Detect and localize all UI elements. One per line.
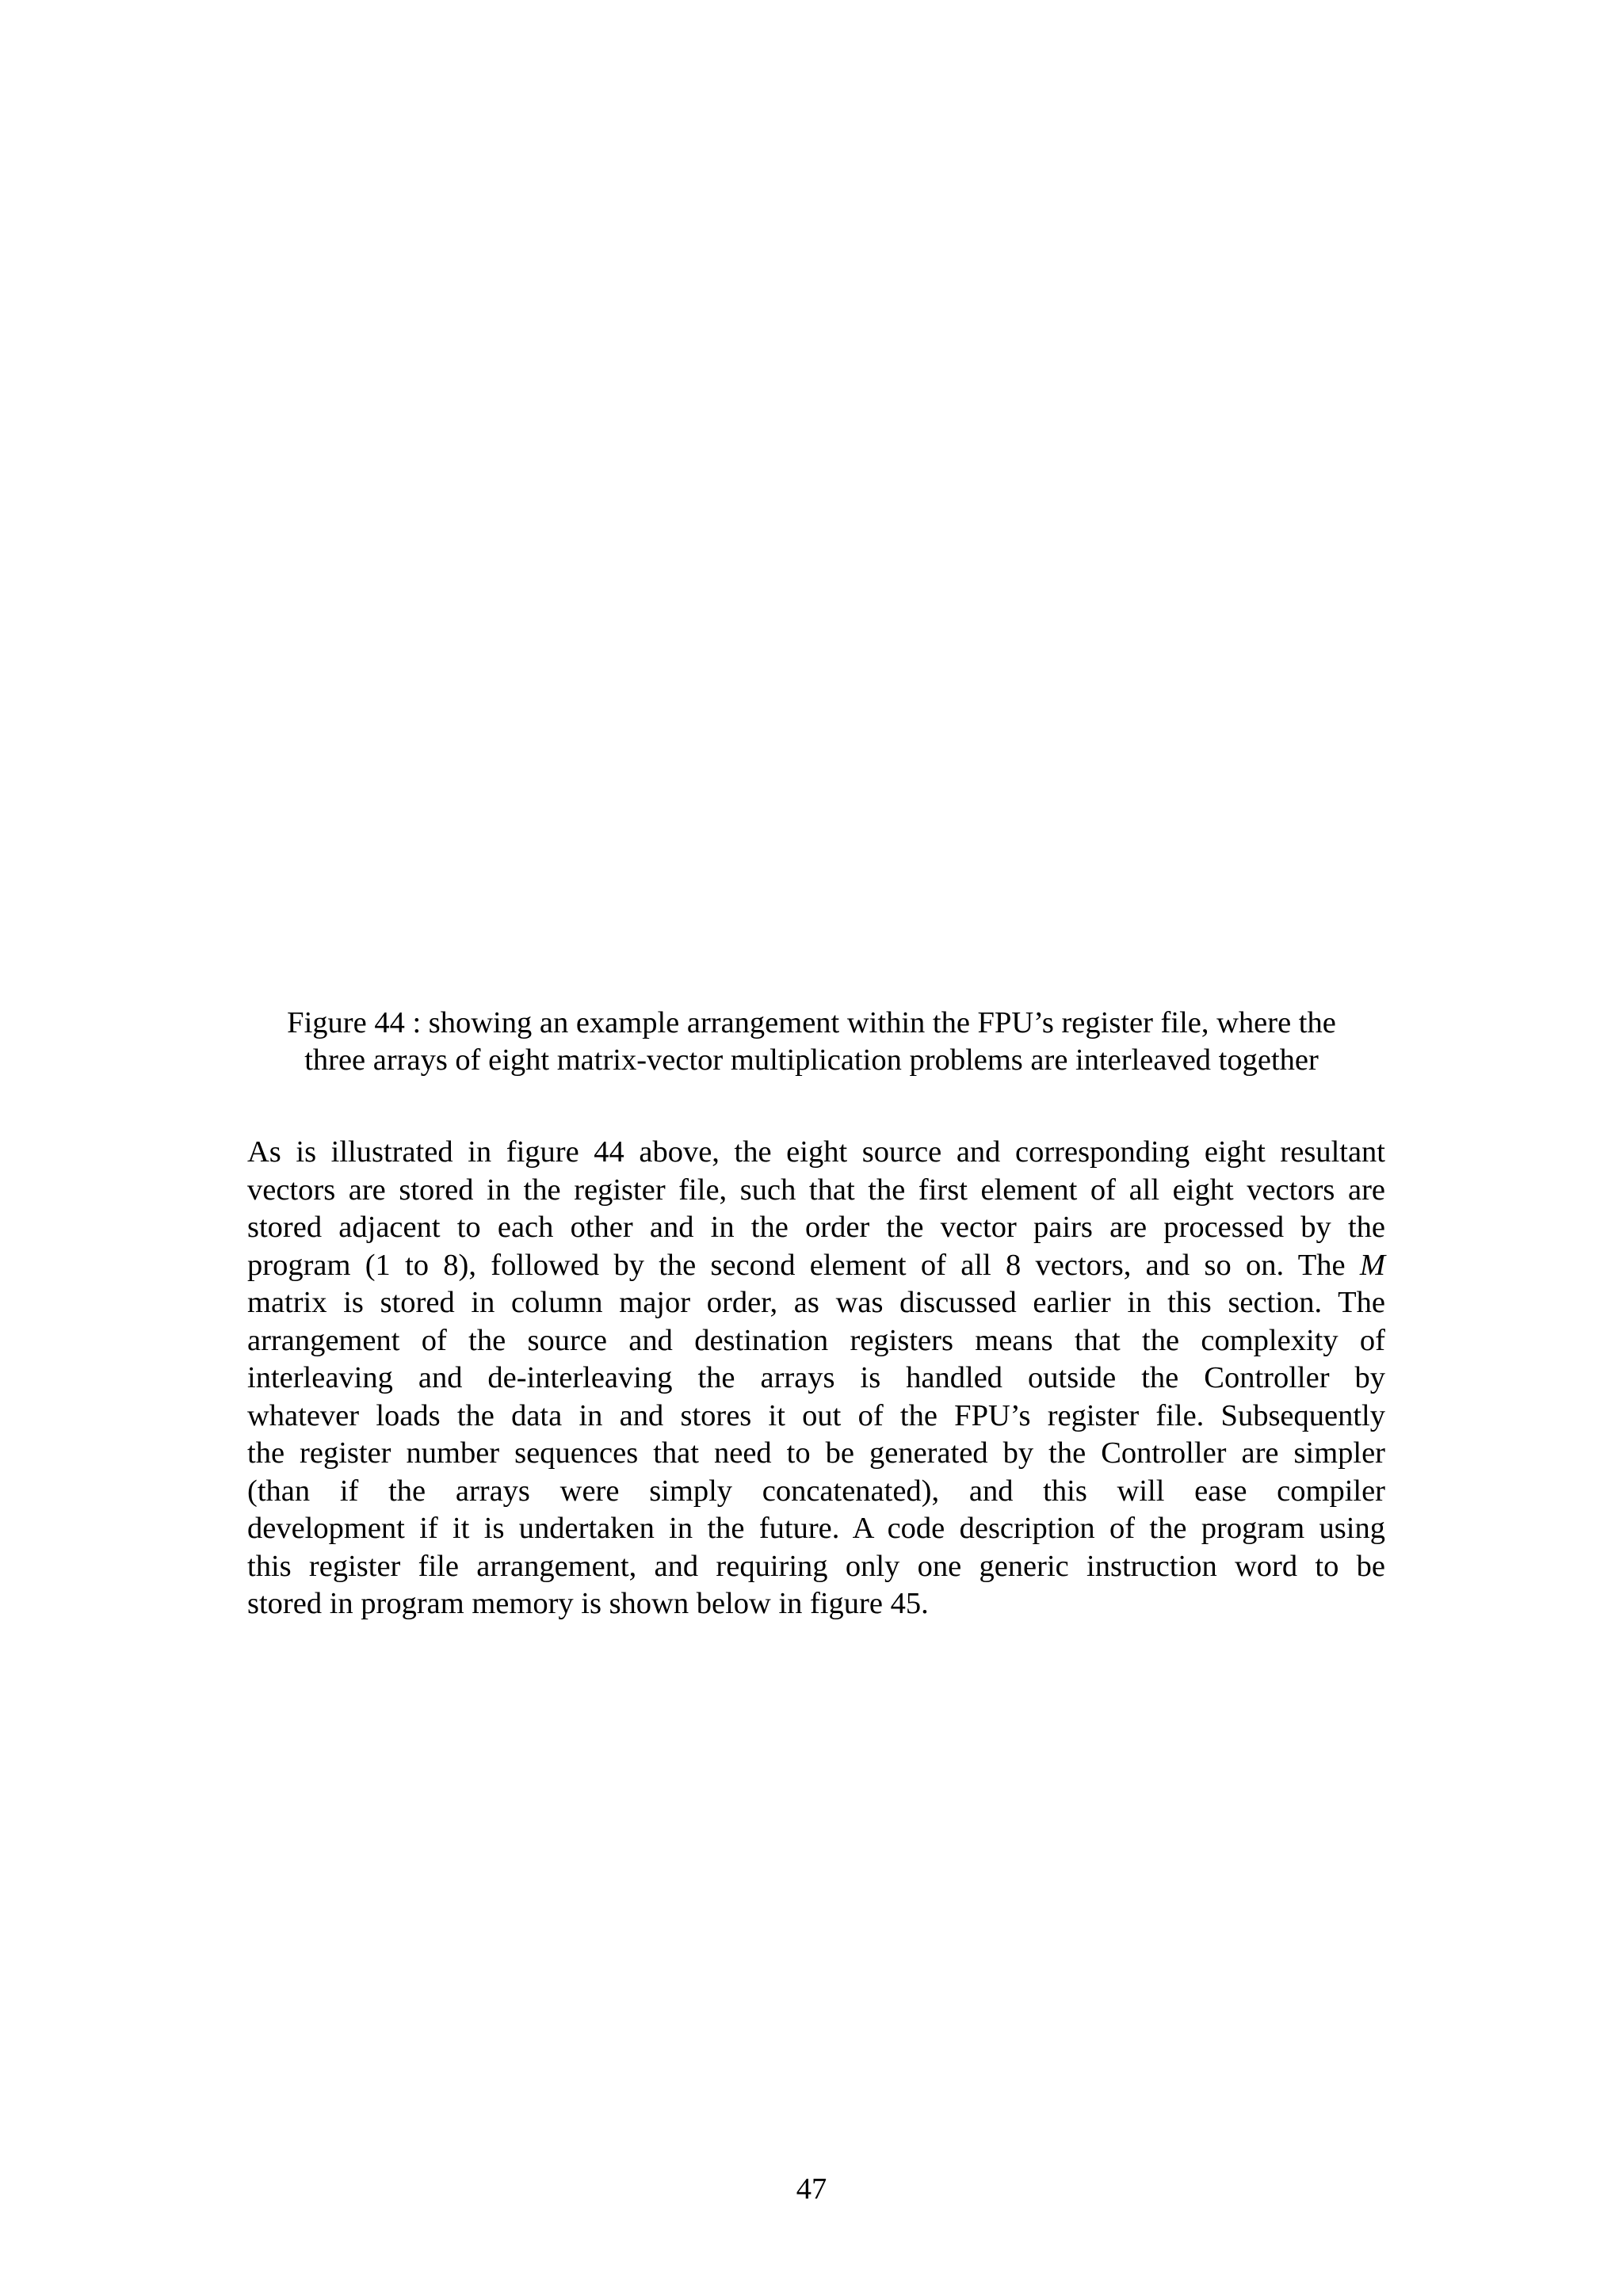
paragraph-line: As is illustrated in figure 44 above, the eight source and corresponding eight resultant: [247, 1135, 1385, 1169]
paragraph-line: development if it is undertaken in the future. A code description of the program using: [247, 1512, 1385, 1545]
paragraph-line: interleaving and de-interleaving the arrays is handled outside the Controller by: [247, 1361, 1385, 1394]
figure-caption: [238, 1005, 1385, 1079]
page-number: 47: [796, 2172, 827, 2206]
paragraph-line: vectors are stored in the register file, such that the first element of all eight vectors are: [247, 1173, 1385, 1207]
paragraph-line: this register file arrangement, and requiring only one generic instruction word to be: [247, 1549, 1385, 1583]
matrix-symbol: M: [1359, 1248, 1385, 1282]
caption-line: Figure 44 : showing an example arrangement within the FPU’s register file, where the: [287, 1006, 1336, 1039]
paragraph-line: stored in program memory is shown below in figure 45.: [247, 1587, 929, 1620]
paragraph-line: matrix is stored in column major order, as was discussed earlier in this section. The: [247, 1286, 1385, 1319]
caption-line: three arrays of eight matrix-vector multiplication problems are interleaved together: [304, 1043, 1319, 1077]
paragraph-line: (than if the arrays were simply concatenated), and this will ease compiler: [247, 1474, 1385, 1508]
body-paragraph: [247, 1134, 1385, 1623]
paragraph-line: arrangement of the source and destination registers means that the complexity of: [247, 1323, 1385, 1357]
paragraph-line-text: program (1 to 8), followed by the second element of all 8 vectors, and so on. The: [247, 1248, 1360, 1282]
paragraph-line: stored adjacent to each other and in the order the vector pairs are processed by the: [247, 1211, 1385, 1244]
paragraph-line: the register number sequences that need to be generated by the Controller are simpler: [247, 1436, 1385, 1470]
paragraph-line-with-symbol: [247, 1247, 1385, 1285]
paragraph-line: whatever loads the data in and stores it out of the FPU’s register file. Subsequently: [247, 1398, 1385, 1432]
